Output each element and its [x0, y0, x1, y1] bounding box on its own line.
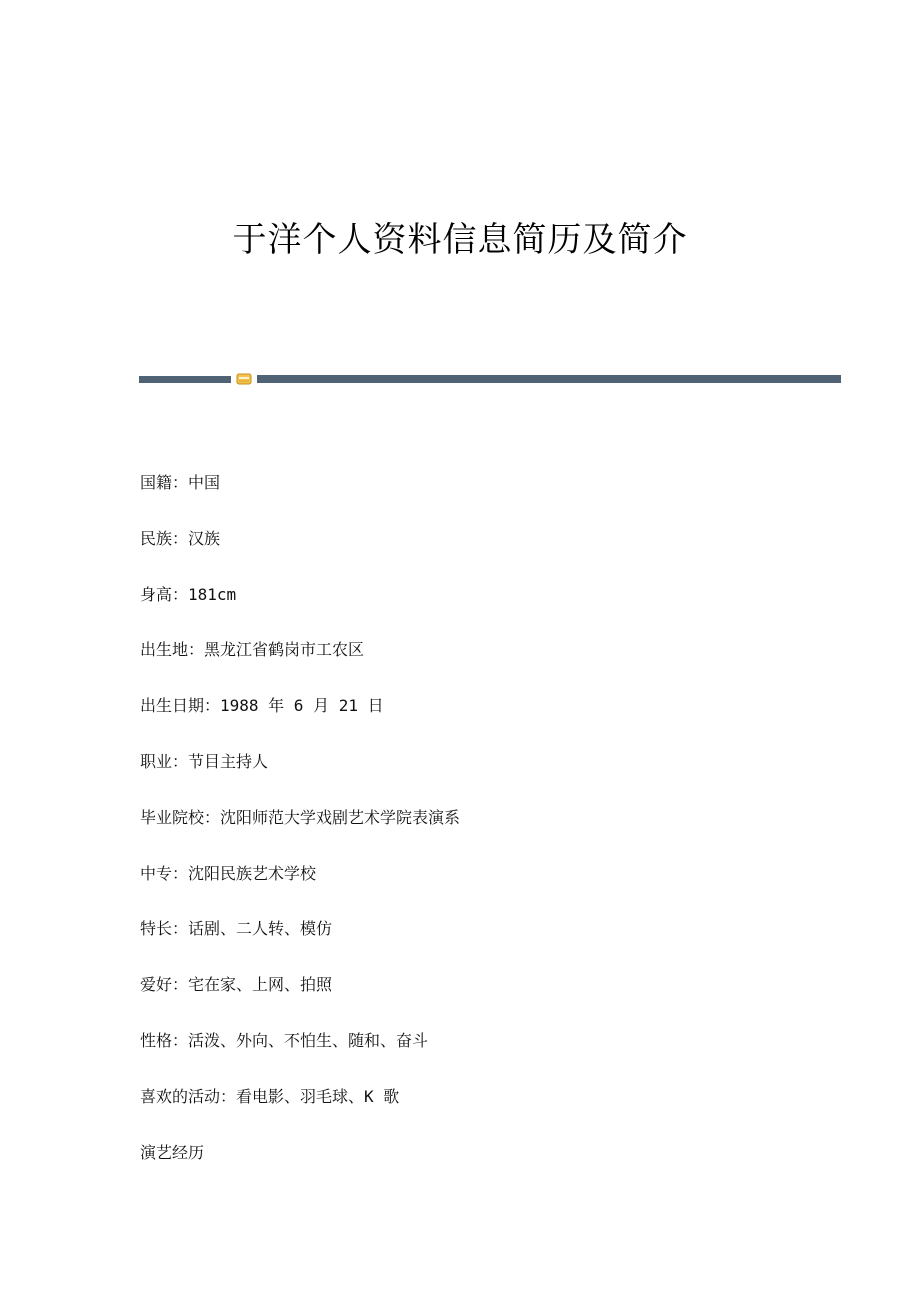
page-title: 于洋个人资料信息简历及简介	[232, 220, 688, 260]
divider-bar-left	[139, 376, 231, 383]
section-heading-performing-career: 演艺经历	[140, 1142, 205, 1162]
title-divider	[139, 373, 841, 385]
info-specialties: 特长：话剧、二人转、模仿	[140, 919, 333, 939]
info-birthplace: 出生地：黑龙江省鹤岗市工农区	[140, 640, 365, 660]
divider-bar-right	[257, 375, 841, 383]
info-birthdate: 出生日期：1988 年 6 月 21 日	[140, 696, 384, 716]
info-favorite-activities: 喜欢的活动：看电影、羽毛球、K 歌	[140, 1086, 400, 1106]
info-ethnicity: 民族：汉族	[140, 528, 221, 548]
info-height: 身高：181cm	[140, 584, 237, 604]
info-hobbies: 爱好：宅在家、上网、拍照	[140, 975, 333, 995]
info-nationality: 国籍：中国	[140, 473, 221, 492]
divider-ornament-icon	[236, 373, 252, 385]
info-secondary-school: 中专：沈阳民族艺术学校	[140, 863, 317, 883]
profile-info-list	[140, 471, 460, 1196]
info-personality: 性格：活泼、外向、不怕生、随和、奋斗	[140, 1030, 429, 1050]
info-graduated-school: 毕业院校：沈阳师范大学戏剧艺术学院表演系	[140, 807, 461, 827]
info-occupation: 职业：节目主持人	[140, 751, 269, 771]
